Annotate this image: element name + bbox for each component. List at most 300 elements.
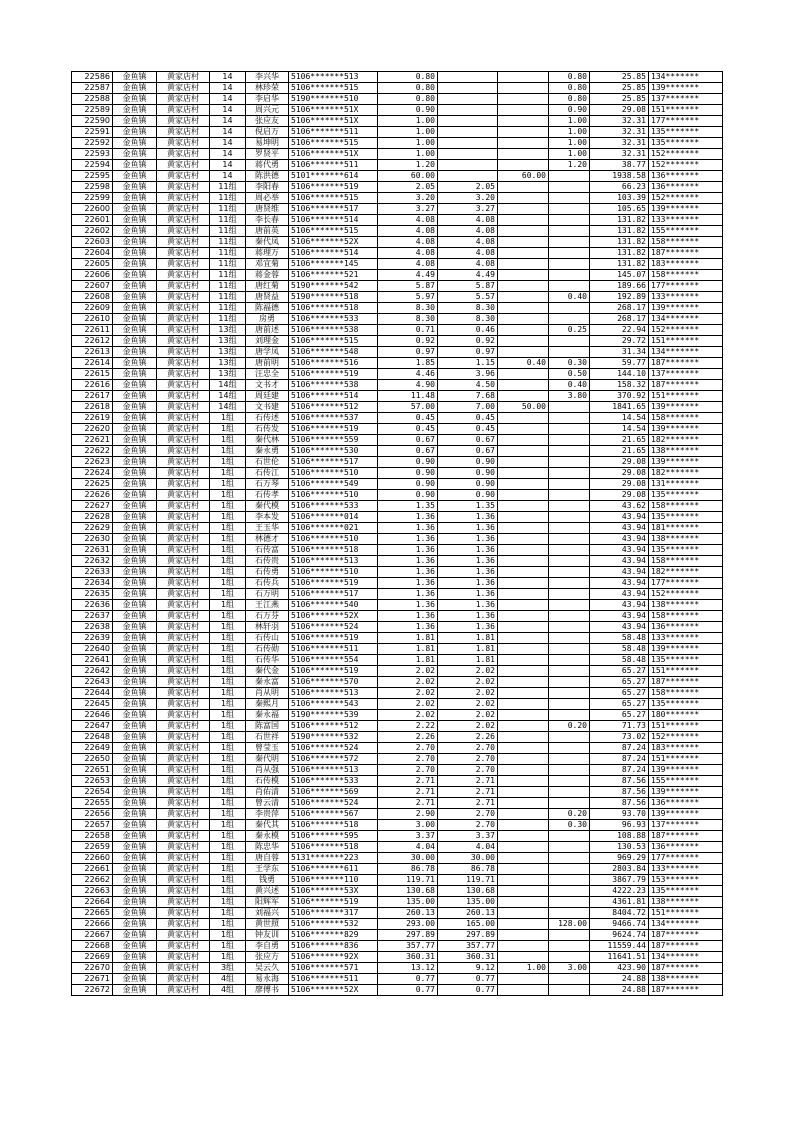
- id-number-cell: 5106*******595: [289, 831, 378, 842]
- id-number-cell: 5106*******511: [289, 127, 378, 138]
- area-col-b-cell: [498, 622, 549, 633]
- area-col-a-cell: 0.67: [438, 446, 498, 457]
- total-area-cell: 1.85: [378, 358, 438, 369]
- area-col-b-cell: [498, 259, 549, 270]
- name-cell: 钱勇: [246, 875, 289, 886]
- town-cell: 金鱼镇: [113, 534, 157, 545]
- table-row: [72, 523, 723, 534]
- village-cell: 黄家店村: [157, 226, 210, 237]
- village-cell: 黄家店村: [157, 578, 210, 589]
- serial-number-cell: 22625: [72, 479, 113, 490]
- area-col-a-cell: [438, 127, 498, 138]
- area-col-c-cell: 3.80: [549, 391, 590, 402]
- group-cell: 11组: [210, 237, 246, 248]
- amount-cell: 9466.74: [590, 919, 649, 930]
- town-cell: 金鱼镇: [113, 83, 157, 94]
- phone-cell: 139*******: [649, 303, 723, 314]
- amount-cell: 43.94: [590, 512, 649, 523]
- table-row: [72, 490, 723, 501]
- serial-number-cell: 22589: [72, 105, 113, 116]
- serial-number-cell: 22642: [72, 666, 113, 677]
- area-col-c-cell: [549, 765, 590, 776]
- amount-cell: 11559.44: [590, 941, 649, 952]
- total-area-cell: 0.77: [378, 974, 438, 985]
- id-number-cell: 5106*******572: [289, 754, 378, 765]
- phone-cell: 187*******: [649, 930, 723, 941]
- name-cell: 李启华: [246, 94, 289, 105]
- phone-cell: 135*******: [649, 699, 723, 710]
- name-cell: 林珍荣: [246, 83, 289, 94]
- id-number-cell: 5106*******836: [289, 941, 378, 952]
- area-col-a-cell: 2.71: [438, 776, 498, 787]
- area-col-c-cell: [549, 853, 590, 864]
- name-cell: 陈忠华: [246, 842, 289, 853]
- amount-cell: 31.34: [590, 347, 649, 358]
- name-cell: 秦代模: [246, 501, 289, 512]
- total-area-cell: 0.80: [378, 83, 438, 94]
- area-col-c-cell: [549, 897, 590, 908]
- area-col-b-cell: [498, 754, 549, 765]
- id-number-cell: 5106*******524: [289, 743, 378, 754]
- village-cell: 黄家店村: [157, 919, 210, 930]
- name-cell: 唐前明: [246, 358, 289, 369]
- area-col-c-cell: [549, 864, 590, 875]
- group-cell: 1组: [210, 556, 246, 567]
- name-cell: 李长春: [246, 215, 289, 226]
- id-number-cell: 5106*******92X: [289, 952, 378, 963]
- area-col-a-cell: 1.36: [438, 534, 498, 545]
- town-cell: 金鱼镇: [113, 270, 157, 281]
- serial-number-cell: 22660: [72, 853, 113, 864]
- village-cell: 黄家店村: [157, 160, 210, 171]
- area-col-a-cell: 0.90: [438, 457, 498, 468]
- area-col-a-cell: [438, 116, 498, 127]
- table-row: [72, 864, 723, 875]
- total-area-cell: 2.70: [378, 754, 438, 765]
- village-cell: 黄家店村: [157, 468, 210, 479]
- town-cell: 金鱼镇: [113, 215, 157, 226]
- id-number-cell: 5106*******569: [289, 787, 378, 798]
- town-cell: 金鱼镇: [113, 523, 157, 534]
- serial-number-cell: 22618: [72, 402, 113, 413]
- area-col-a-cell: 2.70: [438, 809, 498, 820]
- group-cell: 13组: [210, 347, 246, 358]
- total-area-cell: 2.02: [378, 688, 438, 699]
- area-col-a-cell: 1.36: [438, 622, 498, 633]
- serial-number-cell: 22615: [72, 369, 113, 380]
- amount-cell: 87.24: [590, 765, 649, 776]
- phone-cell: 136*******: [649, 798, 723, 809]
- area-col-a-cell: 1.36: [438, 523, 498, 534]
- serial-number-cell: 22653: [72, 776, 113, 787]
- area-col-b-cell: [498, 270, 549, 281]
- name-cell: 秦代林: [246, 435, 289, 446]
- village-cell: 黄家店村: [157, 699, 210, 710]
- id-number-cell: 5106*******533: [289, 314, 378, 325]
- name-cell: 邓宜菊: [246, 259, 289, 270]
- table-row: [72, 721, 723, 732]
- village-cell: 黄家店村: [157, 303, 210, 314]
- phone-cell: 158*******: [649, 688, 723, 699]
- area-col-a-cell: 2.71: [438, 798, 498, 809]
- serial-number-cell: 22634: [72, 578, 113, 589]
- area-col-a-cell: 2.02: [438, 699, 498, 710]
- town-cell: 金鱼镇: [113, 908, 157, 919]
- amount-cell: 87.24: [590, 743, 649, 754]
- amount-cell: 29.08: [590, 468, 649, 479]
- area-col-c-cell: [549, 886, 590, 897]
- area-col-c-cell: [549, 699, 590, 710]
- phone-cell: 152*******: [649, 149, 723, 160]
- phone-cell: 187*******: [649, 358, 723, 369]
- id-number-cell: 5106*******517: [289, 204, 378, 215]
- phone-cell: 151*******: [649, 666, 723, 677]
- village-cell: 黄家店村: [157, 611, 210, 622]
- serial-number-cell: 22631: [72, 545, 113, 556]
- area-col-c-cell: 3.00: [549, 963, 590, 974]
- village-cell: 黄家店村: [157, 490, 210, 501]
- group-cell: 1组: [210, 875, 246, 886]
- group-cell: 1组: [210, 809, 246, 820]
- id-number-cell: 5106*******517: [289, 457, 378, 468]
- area-col-b-cell: 60.00: [498, 171, 549, 182]
- id-number-cell: 5190*******532: [289, 732, 378, 743]
- area-col-c-cell: [549, 941, 590, 952]
- name-cell: 石传华: [246, 655, 289, 666]
- area-col-b-cell: [498, 237, 549, 248]
- id-number-cell: 5106*******829: [289, 930, 378, 941]
- area-col-a-cell: 9.12: [438, 963, 498, 974]
- total-area-cell: 57.00: [378, 402, 438, 413]
- table-row: [72, 138, 723, 149]
- name-cell: 吴云久: [246, 963, 289, 974]
- village-cell: 黄家店村: [157, 754, 210, 765]
- serial-number-cell: 22648: [72, 732, 113, 743]
- group-cell: 1组: [210, 457, 246, 468]
- area-col-c-cell: 0.20: [549, 721, 590, 732]
- amount-cell: 32.31: [590, 138, 649, 149]
- area-col-a-cell: 2.05: [438, 182, 498, 193]
- phone-cell: 134*******: [649, 347, 723, 358]
- amount-cell: 58.48: [590, 644, 649, 655]
- id-number-cell: 5106*******518: [289, 842, 378, 853]
- phone-cell: 151*******: [649, 105, 723, 116]
- area-col-b-cell: [498, 336, 549, 347]
- amount-cell: 32.31: [590, 127, 649, 138]
- area-col-c-cell: [549, 204, 590, 215]
- id-number-cell: 5106*******51X: [289, 149, 378, 160]
- area-col-c-cell: [549, 259, 590, 270]
- amount-cell: 25.85: [590, 72, 649, 83]
- village-cell: 黄家店村: [157, 281, 210, 292]
- area-col-b-cell: [498, 325, 549, 336]
- serial-number-cell: 22595: [72, 171, 113, 182]
- amount-cell: 14.54: [590, 424, 649, 435]
- serial-number-cell: 22655: [72, 798, 113, 809]
- group-cell: 14: [210, 160, 246, 171]
- area-col-b-cell: [498, 853, 549, 864]
- phone-cell: 134*******: [649, 314, 723, 325]
- serial-number-cell: 22588: [72, 94, 113, 105]
- table-row: [72, 963, 723, 974]
- town-cell: 金鱼镇: [113, 336, 157, 347]
- phone-cell: 134*******: [649, 952, 723, 963]
- id-number-cell: 5106*******512: [289, 402, 378, 413]
- id-number-cell: 5106*******548: [289, 347, 378, 358]
- serial-number-cell: 22643: [72, 677, 113, 688]
- serial-number-cell: 22651: [72, 765, 113, 776]
- area-col-b-cell: [498, 248, 549, 259]
- serial-number-cell: 22592: [72, 138, 113, 149]
- area-col-c-cell: [549, 413, 590, 424]
- area-col-a-cell: 1.15: [438, 358, 498, 369]
- amount-cell: 108.88: [590, 831, 649, 842]
- amount-cell: 189.66: [590, 281, 649, 292]
- id-number-cell: 5106*******511: [289, 644, 378, 655]
- town-cell: 金鱼镇: [113, 457, 157, 468]
- amount-cell: 43.94: [590, 523, 649, 534]
- village-cell: 黄家店村: [157, 116, 210, 127]
- area-col-b-cell: [498, 644, 549, 655]
- town-cell: 金鱼镇: [113, 644, 157, 655]
- id-number-cell: 5106*******510: [289, 567, 378, 578]
- id-number-cell: 5106*******524: [289, 622, 378, 633]
- area-col-c-cell: [549, 171, 590, 182]
- total-area-cell: 3.00: [378, 820, 438, 831]
- serial-number-cell: 22654: [72, 787, 113, 798]
- area-col-c-cell: 0.80: [549, 94, 590, 105]
- table-row: [72, 424, 723, 435]
- name-cell: 石传兵: [246, 578, 289, 589]
- group-cell: 1组: [210, 765, 246, 776]
- village-cell: 黄家店村: [157, 182, 210, 193]
- amount-cell: 87.56: [590, 798, 649, 809]
- area-col-a-cell: 4.04: [438, 842, 498, 853]
- village-cell: 黄家店村: [157, 435, 210, 446]
- phone-cell: 138*******: [649, 534, 723, 545]
- area-col-a-cell: 360.31: [438, 952, 498, 963]
- area-col-a-cell: 3.27: [438, 204, 498, 215]
- table-row: [72, 765, 723, 776]
- area-col-c-cell: [549, 424, 590, 435]
- id-number-cell: 5106*******513: [289, 556, 378, 567]
- table-row: [72, 479, 723, 490]
- total-area-cell: 8.30: [378, 314, 438, 325]
- town-cell: 金鱼镇: [113, 325, 157, 336]
- area-col-b-cell: 1.00: [498, 963, 549, 974]
- phone-cell: 158*******: [649, 611, 723, 622]
- serial-number-cell: 22621: [72, 435, 113, 446]
- group-cell: 1组: [210, 699, 246, 710]
- name-cell: 石传发: [246, 424, 289, 435]
- phone-cell: 137*******: [649, 369, 723, 380]
- table-row: [72, 127, 723, 138]
- phone-cell: 139*******: [649, 787, 723, 798]
- total-area-cell: 11.48: [378, 391, 438, 402]
- phone-cell: 155*******: [649, 226, 723, 237]
- id-number-cell: 5106*******510: [289, 534, 378, 545]
- name-cell: 周廷建: [246, 391, 289, 402]
- area-col-b-cell: [498, 776, 549, 787]
- area-col-c-cell: [549, 600, 590, 611]
- table-row: [72, 391, 723, 402]
- village-cell: 黄家店村: [157, 314, 210, 325]
- table-row: [72, 875, 723, 886]
- phone-cell: 158*******: [649, 237, 723, 248]
- table-row: [72, 809, 723, 820]
- amount-cell: 131.82: [590, 259, 649, 270]
- id-number-cell: 5190*******539: [289, 710, 378, 721]
- village-cell: 黄家店村: [157, 193, 210, 204]
- town-cell: 金鱼镇: [113, 391, 157, 402]
- phone-cell: 180*******: [649, 710, 723, 721]
- name-cell: 秦永富: [246, 677, 289, 688]
- id-number-cell: 5106*******537: [289, 413, 378, 424]
- town-cell: 金鱼镇: [113, 72, 157, 83]
- area-col-a-cell: 2.70: [438, 743, 498, 754]
- phone-cell: 187*******: [649, 941, 723, 952]
- total-area-cell: 1.35: [378, 501, 438, 512]
- table-row: [72, 369, 723, 380]
- phone-cell: 151*******: [649, 721, 723, 732]
- total-area-cell: 86.78: [378, 864, 438, 875]
- table-row: [72, 512, 723, 523]
- id-number-cell: 5106*******516: [289, 358, 378, 369]
- area-col-c-cell: [549, 666, 590, 677]
- town-cell: 金鱼镇: [113, 897, 157, 908]
- table-body: [72, 72, 723, 996]
- table-row: [72, 589, 723, 600]
- phone-cell: 187*******: [649, 248, 723, 259]
- area-col-b-cell: [498, 226, 549, 237]
- table-row: [72, 182, 723, 193]
- group-cell: 1组: [210, 633, 246, 644]
- phone-cell: 187*******: [649, 677, 723, 688]
- area-col-b-cell: [498, 732, 549, 743]
- town-cell: 金鱼镇: [113, 963, 157, 974]
- table-row: [72, 226, 723, 237]
- group-cell: 1组: [210, 677, 246, 688]
- area-col-a-cell: 5.87: [438, 281, 498, 292]
- id-number-cell: 5190*******510: [289, 94, 378, 105]
- group-cell: 1组: [210, 424, 246, 435]
- serial-number-cell: 22661: [72, 864, 113, 875]
- area-col-a-cell: 7.68: [438, 391, 498, 402]
- town-cell: 金鱼镇: [113, 688, 157, 699]
- phone-cell: 133*******: [649, 215, 723, 226]
- id-number-cell: 5106*******519: [289, 578, 378, 589]
- total-area-cell: 5.97: [378, 292, 438, 303]
- group-cell: 1组: [210, 732, 246, 743]
- amount-cell: 29.72: [590, 336, 649, 347]
- amount-cell: 93.70: [590, 809, 649, 820]
- id-number-cell: 5106*******511: [289, 160, 378, 171]
- total-area-cell: 4.08: [378, 215, 438, 226]
- name-cell: 秦代金: [246, 666, 289, 677]
- id-number-cell: 5106*******514: [289, 215, 378, 226]
- name-cell: 廖傅书: [246, 985, 289, 996]
- amount-cell: 3867.79: [590, 875, 649, 886]
- village-cell: 黄家店村: [157, 677, 210, 688]
- area-col-c-cell: 0.25: [549, 325, 590, 336]
- area-col-b-cell: [498, 347, 549, 358]
- amount-cell: 1938.58: [590, 171, 649, 182]
- name-cell: 王玉华: [246, 523, 289, 534]
- total-area-cell: 4.04: [378, 842, 438, 853]
- table-row: [72, 952, 723, 963]
- table-row: [72, 732, 723, 743]
- area-col-b-cell: [498, 809, 549, 820]
- group-cell: 1组: [210, 853, 246, 864]
- serial-number-cell: 22629: [72, 523, 113, 534]
- phone-cell: 137*******: [649, 94, 723, 105]
- name-cell: 刘福兴: [246, 908, 289, 919]
- phone-cell: 136*******: [649, 842, 723, 853]
- phone-cell: 135*******: [649, 655, 723, 666]
- area-col-c-cell: [549, 677, 590, 688]
- group-cell: 11组: [210, 303, 246, 314]
- table-row: [72, 358, 723, 369]
- village-cell: 黄家店村: [157, 743, 210, 754]
- name-cell: 唐自蓉: [246, 853, 289, 864]
- id-number-cell: 5106*******517: [289, 589, 378, 600]
- total-area-cell: 1.36: [378, 600, 438, 611]
- id-number-cell: 5106*******538: [289, 380, 378, 391]
- id-number-cell: 5106*******52X: [289, 985, 378, 996]
- group-cell: 14: [210, 72, 246, 83]
- village-cell: 黄家店村: [157, 556, 210, 567]
- area-col-c-cell: [549, 512, 590, 523]
- area-col-c-cell: [549, 578, 590, 589]
- total-area-cell: 4.08: [378, 248, 438, 259]
- phone-cell: 183*******: [649, 743, 723, 754]
- village-cell: 黄家店村: [157, 347, 210, 358]
- group-cell: 1组: [210, 490, 246, 501]
- id-number-cell: 5106*******518: [289, 820, 378, 831]
- group-cell: 1组: [210, 446, 246, 457]
- area-col-c-cell: [549, 567, 590, 578]
- village-cell: 黄家店村: [157, 897, 210, 908]
- group-cell: 1组: [210, 501, 246, 512]
- area-col-c-cell: [549, 237, 590, 248]
- area-col-b-cell: [498, 72, 549, 83]
- phone-cell: 138*******: [649, 446, 723, 457]
- serial-number-cell: 22646: [72, 710, 113, 721]
- area-col-b-cell: [498, 589, 549, 600]
- area-col-b-cell: [498, 721, 549, 732]
- area-col-a-cell: 8.30: [438, 303, 498, 314]
- name-cell: 林德才: [246, 534, 289, 545]
- amount-cell: 43.94: [590, 567, 649, 578]
- town-cell: 金鱼镇: [113, 677, 157, 688]
- table-row: [72, 347, 723, 358]
- serial-number-cell: 22638: [72, 622, 113, 633]
- group-cell: 1组: [210, 468, 246, 479]
- village-cell: 黄家店村: [157, 446, 210, 457]
- area-col-b-cell: [498, 842, 549, 853]
- group-cell: 1组: [210, 611, 246, 622]
- group-cell: 14组: [210, 380, 246, 391]
- area-col-a-cell: [438, 94, 498, 105]
- id-number-cell: 5106*******514: [289, 391, 378, 402]
- town-cell: 金鱼镇: [113, 358, 157, 369]
- area-col-b-cell: [498, 149, 549, 160]
- area-col-c-cell: [549, 589, 590, 600]
- group-cell: 14组: [210, 391, 246, 402]
- table-row: [72, 83, 723, 94]
- serial-number-cell: 22622: [72, 446, 113, 457]
- total-area-cell: 0.92: [378, 336, 438, 347]
